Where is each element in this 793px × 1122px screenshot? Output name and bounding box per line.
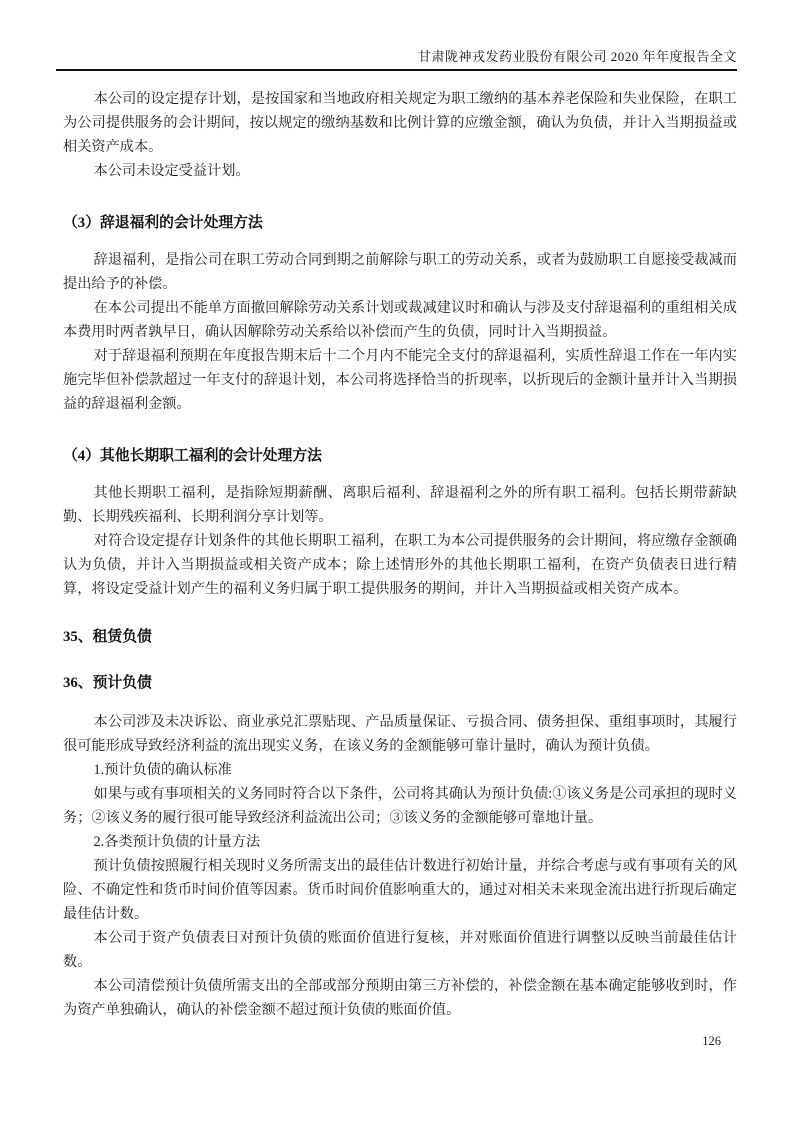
section-heading-other-longterm-benefits: （4）其他长期职工福利的会计处理方法: [63, 448, 322, 464]
paragraph-balance-sheet-review: 本公司于资产负债表日对预计负债的账面价值进行复核，并对账面价值进行调整以反映当前最佳估计数。: [63, 930, 737, 970]
page-header: [0, 0, 793, 64]
section-heading-lease-liabilities: 35、租赁负债: [63, 629, 152, 645]
list-item-recognition-criteria: 1.预计负债的确认标准: [93, 762, 232, 778]
section-heading-estimated-liabilities: 36、预计负债: [63, 675, 152, 691]
paragraph-other-longterm-definition: 其他长期职工福利，是指除短期薪酬、离职后福利、辞退福利之外的所有职工福利。包括长期带薪缺勤、长期残疾福利、长期利润分享计划等。: [63, 485, 737, 525]
paragraph-initial-measurement: 预计负债按照履行相关现时义务所需支出的最佳估计数进行初始计量，并综合考虑与或有事项有关的风险、不确定性和货币时间价值等因素。货币时间价值影响重大的，通过对相关未来现金流出进行折现后确定最佳估计数。: [63, 858, 737, 922]
paragraph-no-defined-benefit-plan: 本公司未设定受益计划。: [93, 163, 250, 179]
paragraph-third-party-compensation: 本公司清偿预计负债所需支出的全部或部分预期由第三方补偿的，补偿金额在基本确定能够收到时，作为资产单独确认，确认的补偿金额不超过预计负债的账面价值。: [63, 978, 737, 1018]
list-item-measurement-method: 2.各类预计负债的计量方法: [93, 834, 261, 850]
paragraph-dismissal-benefit-discount: 对于辞退福利预期在年度报告期末后十二个月内不能完全支付的辞退福利，实质性辞退工作在一年内实施完毕但补偿款超过一年支付的辞退计划，本公司将选择恰当的折现率，以折现后的金额计量并计入当期损益的辞退福利金额。: [63, 348, 737, 412]
document-body: [0, 71, 793, 1022]
page-number: 126: [702, 1034, 721, 1048]
paragraph-dismissal-benefit-definition: 辞退福利，是指公司在职工劳动合同到期之前解除与职工的劳动关系，或者为鼓励职工自愿接受裁减而提出给予的补偿。: [63, 252, 737, 292]
section-heading-dismissal-benefits: （3）辞退福利的会计处理方法: [63, 215, 263, 231]
paragraph-dismissal-benefit-recognition: 在本公司提出不能单方面撤回解除劳动关系计划或裁减建议时和确认与涉及支付辞退福利的重组相关成本费用时两者孰早日，确认因解除劳动关系给以补偿而产生的负债，同时计入当期损益。: [63, 300, 737, 340]
paragraph-other-longterm-accounting: 对符合设定提存计划条件的其他长期职工福利，在职工为本公司提供服务的会计期间，将应缴存金额确认为负债，并计入当期损益或相关资产成本；除上述情形外的其他长期职工福利，在资产负债表日进行精算，将设定受益计划产生的福利义务归属于职工提供服务的期间，并计入当期损益或相关资产成本。: [63, 533, 737, 597]
paragraph-recognition-conditions: 如果与或有事项相关的义务同时符合以下条件，公司将其确认为预计负债:①该义务是公司承担的现时义务；②该义务的履行很可能导致经济利益流出公司；③该义务的金额能够可靠地计量。: [63, 786, 737, 826]
paragraph-defined-contribution-plan: 本公司的设定提存计划，是按国家和当地政府相关规定为职工缴纳的基本养老保险和失业保险，在职工为公司提供服务的会计期间，按以规定的缴纳基数和比例计算的应缴金额，确认为负债，并计入当期损益或相关资产成本。: [63, 91, 737, 155]
paragraph-estimated-liability-scope: 本公司涉及未决诉讼、商业承兑汇票贴现、产品质量保证、亏损合同、债务担保、重组事项时，其履行很可能形成导致经济利益的流出现实义务，在该义务的金额能够可靠计量时，确认为预计负债。: [63, 714, 737, 754]
report-header-title: 甘肃陇神戎发药业股份有限公司 2020 年年度报告全文: [417, 49, 737, 64]
